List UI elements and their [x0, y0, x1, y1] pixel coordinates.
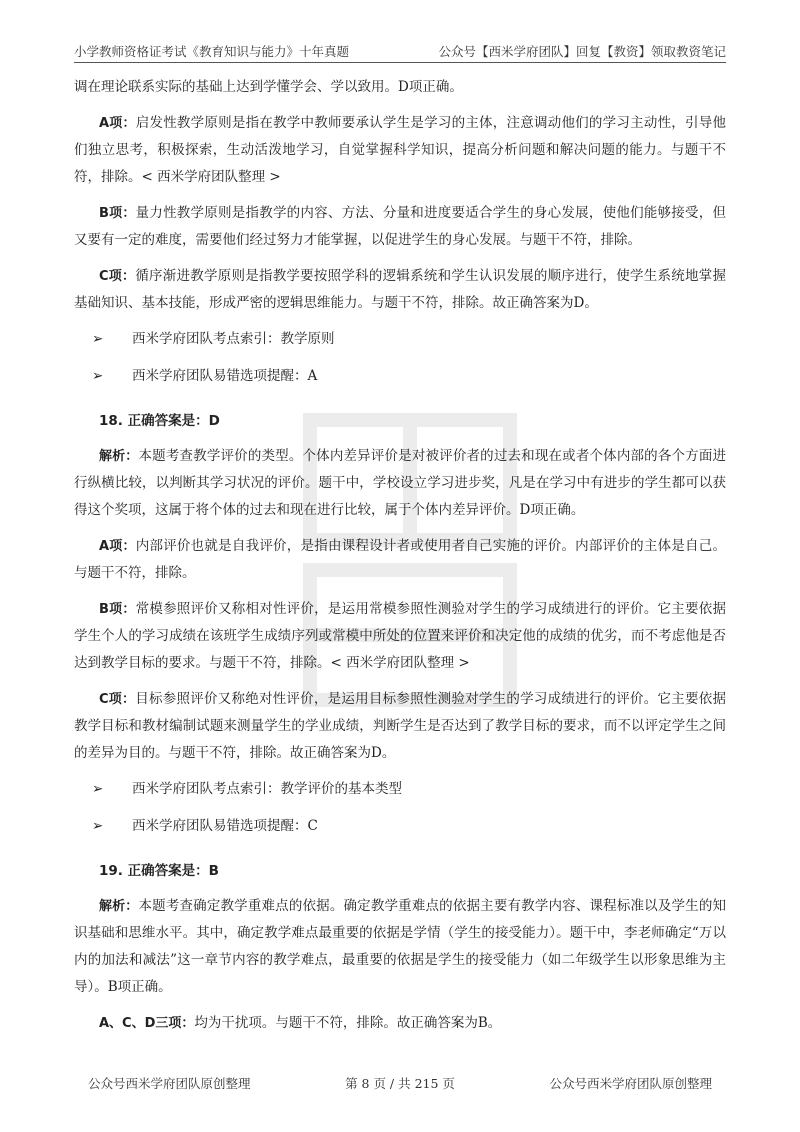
header-promo: 公众号【西米学府团队】回复【教资】领取教资笔记	[438, 44, 726, 59]
option-text: 量力性教学原则是指教学的内容、方法、分量和进度要适合学生的身心发展，使他们能够接受，但又要有一定的难度，需要他们经过努力才能掌握，以促进学生的身心发展。与题干不符，排除。	[74, 205, 726, 248]
page-header	[74, 38, 726, 63]
main-content	[74, 74, 726, 1046]
option-text: 均为干扰项。与题干不符，排除。故正确答案为B。	[194, 1015, 502, 1031]
q17-topic-index	[74, 326, 726, 353]
q19-analysis	[74, 893, 726, 1001]
option-text: 循序渐进教学原则是指教学要按照学科的逻辑系统和学生认识发展的顺序进行，使学生系统地掌握基础知识、基本技能，形成严密的逻辑思维能力。与题干不符，排除。故正确答案为D。	[74, 268, 727, 311]
q18-topic-index	[74, 776, 726, 803]
arrow-bullet-icon: ➢	[92, 331, 104, 347]
q19-options-acd	[74, 1010, 726, 1037]
arrow-bullet-icon: ➢	[92, 781, 104, 797]
q18-analysis	[74, 443, 726, 524]
arrow-bullet-icon: ➢	[92, 818, 104, 834]
q18-answer-heading: 18. 正确答案是：D	[98, 413, 220, 429]
option-label: B项：	[98, 602, 136, 617]
q17-option-a	[74, 110, 726, 191]
footer-right: 公众号西米学府团队原创整理	[549, 1076, 712, 1091]
bullet-text: 西米学府团队考点索引：教学原则	[132, 331, 335, 347]
q17-option-c	[74, 263, 726, 317]
bullet-text: 西米学府团队易错选项提醒：A	[132, 368, 318, 384]
option-label: C项：	[98, 269, 136, 284]
q18-error-reminder	[74, 813, 726, 840]
q18-option-a	[74, 533, 726, 587]
header-title: 小学教师资格证考试《教育知识与能力》十年真题	[74, 44, 350, 59]
q17-option-b	[74, 200, 726, 254]
option-label: A、C、D三项：	[98, 1016, 195, 1031]
option-label: A项：	[98, 539, 136, 554]
option-text: 常模参照评价又称相对性评价，是运用常模参照性测验对学生的学习成绩进行的评价。它主要依据学生个人的学习成绩在该班学生成绩序列或常模中所处的位置来评价和决定他的成绩的优劣，而不考虑他是否达到教学目标的要求。与题干不符，排除。< 西米学府团队整理 >	[74, 601, 726, 671]
option-text: 启发性教学原则是指在教学中教师要承认学生是学习的主体，注意调动他们的学习主动性，引导他们独立思考，积极探索，生动活泼地学习，自觉掌握科学知识，提高分析问题和解决问题的能力。与题干不符，排除。< 西米学府团队整理 >	[74, 115, 727, 185]
analysis-label: 解析：	[98, 899, 139, 914]
intro-paragraph: 调在理论联系实际的基础上达到学懂学会、学以致用。D项正确。	[74, 79, 463, 95]
option-text: 目标参照评价又称绝对性评价，是运用目标参照性测验对学生的学习成绩进行的评价。它主要依据教学目标和教材编制试题来测量学生的学业成绩，判断学生是否达到了教学目标的要求，而不以评定学生之间的差异为目的。与题干不符，排除。故正确答案为D。	[74, 691, 727, 761]
bullet-text: 西米学府团队易错选项提醒：C	[132, 818, 318, 834]
option-label: B项：	[98, 206, 136, 221]
q17-error-reminder	[74, 363, 726, 390]
q18-option-b	[74, 596, 726, 677]
analysis-label: 解析：	[98, 449, 139, 464]
arrow-bullet-icon: ➢	[92, 368, 104, 384]
option-text: 内部评价也就是自我评价，是指由课程设计者或使用者自己实施的评价。内部评价的主体是自己。与题干不符，排除。	[74, 538, 727, 581]
option-label: A项：	[98, 116, 136, 131]
analysis-text: 本题考查确定教学重难点的依据。确定教学重难点的依据主要有教学内容、课程标准以及学生的知识基础和思维水平。其中，确定教学难点最重要的依据是学情（学生的接受能力）。题干中，李老师确定“万以内的加法和减法”这一章节内容的教学难点，最重要的依据是学生的接受能力（如二年级学生以形象思维为主导）。B项正确。	[74, 898, 726, 995]
option-label: C项：	[98, 692, 136, 707]
q19-answer-heading: 19. 正确答案是：B	[98, 863, 219, 879]
page-number: 第 8 页 / 共 215 页	[345, 1076, 455, 1091]
q18-option-c	[74, 686, 726, 767]
analysis-text: 本题考查教学评价的类型。个体内差异评价是对被评价者的过去和现在或者个体内部的各个方面进行纵横比较，以判断其学习状况的评价。题干中，学校设立学习进步奖，凡是在学习中有进步的学生都可以获得这个奖项，这属于将个体的过去和现在进行比较，属于个体内差异评价。D项正确。	[74, 448, 726, 518]
footer-left: 公众号西米学府团队原创整理	[88, 1076, 251, 1091]
bullet-text: 西米学府团队考点索引：教学评价的基本类型	[132, 781, 402, 797]
